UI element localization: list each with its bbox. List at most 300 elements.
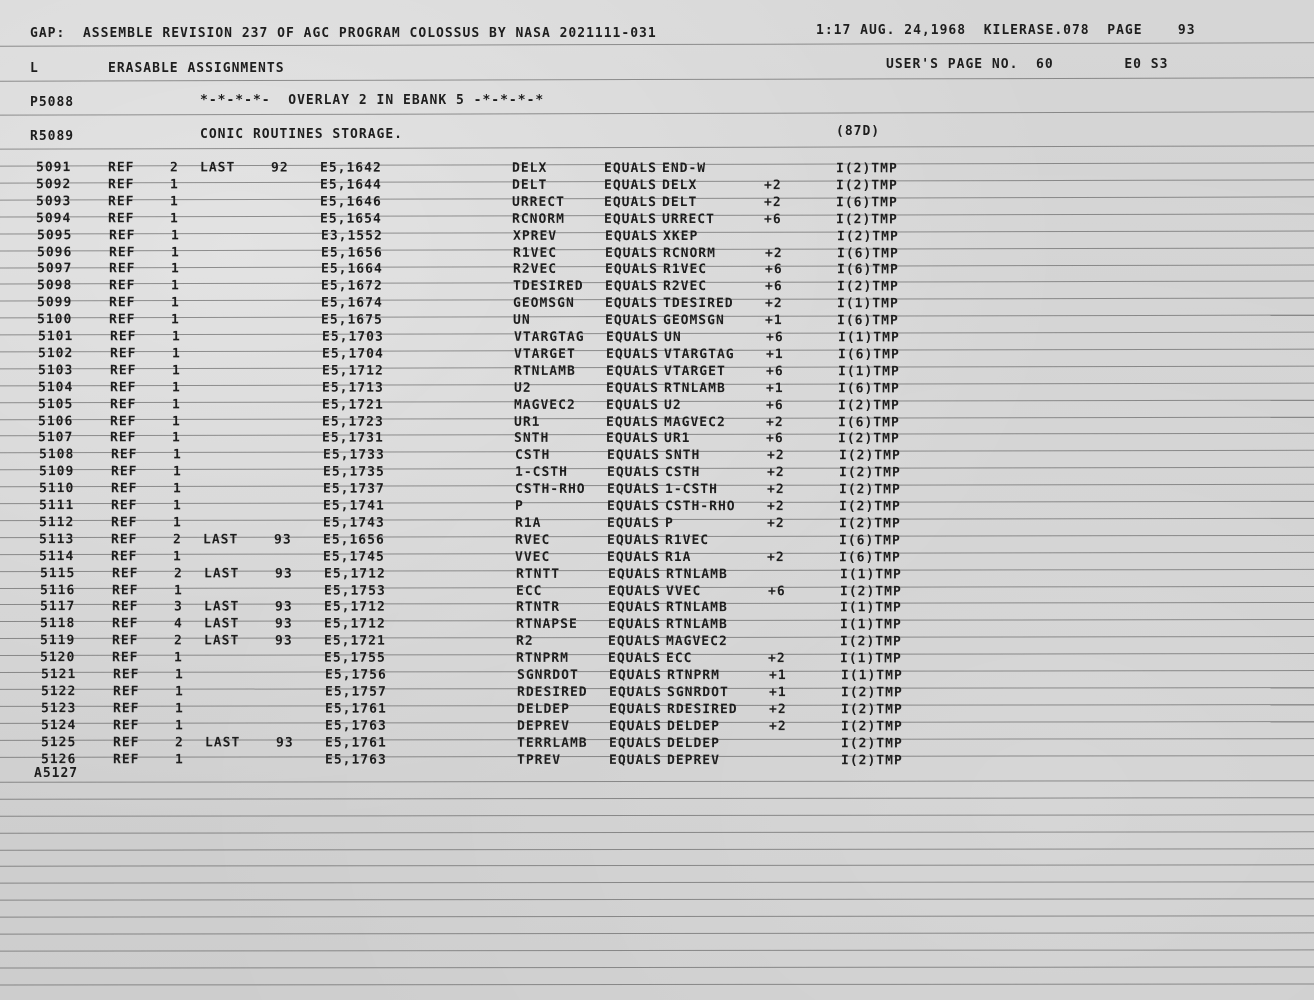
ref-keyword: REF xyxy=(107,177,135,193)
table-row xyxy=(0,565,1314,584)
ref-keyword: REF xyxy=(112,701,140,717)
table-row xyxy=(0,429,1314,448)
ref-keyword: REF xyxy=(111,633,139,649)
equals-target: END-W xyxy=(661,161,707,177)
rule-line xyxy=(0,864,1314,866)
rule-line xyxy=(0,814,1314,817)
address: E5,1642 xyxy=(319,160,382,176)
table-row xyxy=(0,514,1314,533)
ref-keyword: REF xyxy=(110,532,138,548)
table-row xyxy=(0,328,1314,347)
rule-line xyxy=(0,983,1314,985)
ref-count: 1 xyxy=(171,397,181,413)
equals-target: 1-CSTH xyxy=(664,482,718,498)
ref-count: 1 xyxy=(171,363,181,379)
ref-keyword: REF xyxy=(108,312,136,328)
equals-op: EQUALS xyxy=(605,430,659,447)
ref-keyword: REF xyxy=(109,397,137,413)
ref-keyword: REF xyxy=(111,566,139,582)
rule-line xyxy=(0,915,1314,917)
symbol-name: CSTH-RHO xyxy=(514,481,586,497)
offset: +1 xyxy=(768,685,787,701)
storage-type: I(2)TMP xyxy=(840,719,903,735)
header-section-title: ERASABLE ASSIGNMENTS xyxy=(108,61,285,76)
equals-op: EQUALS xyxy=(604,261,658,278)
section-line-number: P5088 xyxy=(30,95,75,110)
row-number: 5120 xyxy=(39,650,76,666)
ref-keyword: REF xyxy=(110,464,138,480)
row-number: 5116 xyxy=(39,583,76,599)
ref-keyword: REF xyxy=(107,194,135,210)
offset: +1 xyxy=(765,381,784,397)
ref-keyword: REF xyxy=(111,583,139,599)
offset: +2 xyxy=(766,550,785,566)
ref-count: 1 xyxy=(174,701,184,717)
symbol-name: ECC xyxy=(515,583,543,599)
table-row xyxy=(0,396,1314,415)
address: E5,1646 xyxy=(319,194,382,210)
equals-target: P xyxy=(664,516,674,532)
storage-type: I(1)TMP xyxy=(839,600,902,616)
offset: +6 xyxy=(765,364,784,380)
row-number: 5121 xyxy=(40,667,77,683)
last-page: 93 xyxy=(274,566,293,582)
equals-target: DELT xyxy=(661,195,698,211)
address: E5,1644 xyxy=(319,177,382,193)
ref-count: 4 xyxy=(173,616,183,632)
storage-type: I(2)TMP xyxy=(837,431,900,447)
row-number: 5095 xyxy=(36,228,73,244)
equals-op: EQUALS xyxy=(606,481,660,498)
storage-type: I(6)TMP xyxy=(835,195,898,211)
storage-type: I(1)TMP xyxy=(839,617,902,633)
address: E5,1712 xyxy=(323,566,386,582)
equals-target: DELDEP xyxy=(666,736,720,752)
ref-keyword: REF xyxy=(108,228,136,244)
address: E5,1753 xyxy=(323,583,386,599)
ref-keyword: REF xyxy=(109,363,137,379)
ref-keyword: REF xyxy=(111,616,139,632)
equals-target: RTNLAMB xyxy=(665,600,728,616)
equals-target: R2VEC xyxy=(662,279,708,295)
equals-op: EQUALS xyxy=(606,549,660,566)
address: E5,1763 xyxy=(324,718,387,734)
storage-type: I(1)TMP xyxy=(837,330,900,346)
storage-type: I(2)TMP xyxy=(840,702,903,718)
equals-op: EQUALS xyxy=(608,735,662,752)
row-number: 5104 xyxy=(37,380,74,396)
row-number: 5101 xyxy=(37,329,74,345)
symbol-name: P xyxy=(514,498,524,514)
table-row xyxy=(0,632,1314,651)
equals-target: RTNLAMB xyxy=(665,617,728,633)
equals-target: MAGVEC2 xyxy=(665,634,728,650)
symbol-name: GEOMSGN xyxy=(512,295,575,311)
row-number: 5110 xyxy=(38,481,75,497)
ref-count: 1 xyxy=(172,447,182,463)
ref-count: 1 xyxy=(170,295,180,311)
ref-count: 1 xyxy=(172,515,182,531)
row-number: 5123 xyxy=(40,701,77,717)
equals-target: ECC xyxy=(665,651,693,667)
ref-count: 1 xyxy=(174,684,184,700)
row-number: 5109 xyxy=(38,464,75,480)
row-number: 5091 xyxy=(35,160,72,176)
row-number: 5119 xyxy=(39,633,76,649)
offset: +6 xyxy=(763,212,782,228)
storage-type: I(2)TMP xyxy=(839,584,902,600)
storage-type: I(1)TMP xyxy=(839,567,902,583)
symbol-name: TPREV xyxy=(516,752,562,768)
ref-count: 2 xyxy=(173,566,183,582)
row-number: 5103 xyxy=(37,363,74,379)
address: E5,1664 xyxy=(320,261,383,277)
ref-count: 1 xyxy=(173,583,183,599)
table-row xyxy=(0,463,1314,482)
row-number: 5107 xyxy=(37,430,74,446)
address: E5,1656 xyxy=(322,532,385,548)
row-number: 5092 xyxy=(35,177,72,193)
equals-op: EQUALS xyxy=(605,329,659,346)
equals-target: DEPREV xyxy=(666,753,720,769)
storage-type: I(6)TMP xyxy=(836,313,899,329)
row-number: 5097 xyxy=(36,261,73,277)
symbol-name: RTNPRM xyxy=(515,650,569,666)
storage-type: I(2)TMP xyxy=(836,279,899,295)
address: E5,1761 xyxy=(324,735,387,751)
equals-target: UR1 xyxy=(663,431,691,447)
table-row xyxy=(0,734,1314,753)
last-keyword: LAST xyxy=(203,633,240,649)
address: E5,1755 xyxy=(323,650,386,666)
last-keyword: LAST xyxy=(204,735,241,751)
address: E5,1731 xyxy=(321,430,384,446)
offset: +6 xyxy=(765,431,784,447)
symbol-name: UN xyxy=(512,312,531,328)
table-row xyxy=(0,345,1314,364)
ref-keyword: REF xyxy=(110,515,138,531)
offset: +2 xyxy=(764,296,783,312)
equals-target: U2 xyxy=(663,398,682,414)
address: E5,1723 xyxy=(321,414,384,430)
header-listing-code: L xyxy=(30,61,39,76)
symbol-name: SGNRDOT xyxy=(516,667,579,683)
ref-keyword: REF xyxy=(110,498,138,514)
ref-keyword: REF xyxy=(111,650,139,666)
ref-count: 1 xyxy=(171,414,181,430)
address: E5,1735 xyxy=(322,464,385,480)
row-number: 5115 xyxy=(39,566,76,582)
storage-type: I(2)TMP xyxy=(838,465,901,481)
table-row xyxy=(0,649,1314,668)
equals-op: EQUALS xyxy=(604,312,658,329)
rule-line xyxy=(0,77,1314,81)
rule-line xyxy=(0,966,1314,968)
symbol-name: RTNAPSE xyxy=(515,616,578,632)
address: E3,1552 xyxy=(320,228,383,244)
rule-line xyxy=(0,780,1314,783)
ref-keyword: REF xyxy=(108,245,136,261)
storage-type: I(1)TMP xyxy=(836,296,899,312)
ref-keyword: REF xyxy=(107,211,135,227)
ref-count: 2 xyxy=(169,160,179,176)
storage-type: I(1)TMP xyxy=(840,668,903,684)
equals-target: VVEC xyxy=(665,584,702,600)
offset: +2 xyxy=(768,719,787,735)
symbol-name: UR1 xyxy=(513,414,541,430)
row-number: 5114 xyxy=(38,549,75,565)
rule-line xyxy=(0,898,1314,900)
storage-type: I(6)TMP xyxy=(836,246,899,262)
row-number: 5117 xyxy=(39,599,76,615)
equals-op: EQUALS xyxy=(604,295,658,312)
equals-op: EQUALS xyxy=(604,278,658,295)
storage-type: I(2)TMP xyxy=(835,178,898,194)
equals-target: DELX xyxy=(661,178,698,194)
offset: +1 xyxy=(768,668,787,684)
address: E5,1656 xyxy=(320,245,383,261)
rule-line xyxy=(0,42,1314,46)
table-row xyxy=(0,210,1314,229)
offset: +2 xyxy=(764,246,783,262)
address: E5,1763 xyxy=(324,752,387,768)
ref-keyword: REF xyxy=(112,718,140,734)
rule-line xyxy=(0,932,1314,934)
symbol-name: MAGVEC2 xyxy=(513,397,576,413)
equals-target: XKEP xyxy=(662,229,699,245)
row-number: 5105 xyxy=(37,397,74,413)
last-page: 93 xyxy=(274,599,293,615)
section-storage-text: CONIC ROUTINES STORAGE. xyxy=(200,127,404,142)
equals-op: EQUALS xyxy=(608,718,662,735)
ref-count: 1 xyxy=(171,346,181,362)
ref-keyword: REF xyxy=(110,549,138,565)
equals-target: TDESIRED xyxy=(662,296,734,312)
offset: +6 xyxy=(764,279,783,295)
table-row xyxy=(0,379,1314,398)
equals-target: DELDEP xyxy=(666,719,720,735)
equals-op: EQUALS xyxy=(605,380,659,397)
row-number: 5098 xyxy=(36,278,73,294)
equals-op: EQUALS xyxy=(607,599,661,616)
address: E5,1712 xyxy=(323,616,386,632)
equals-op: EQUALS xyxy=(603,211,657,227)
ref-count: 1 xyxy=(170,228,180,244)
equals-target: RTNLAMB xyxy=(665,567,728,583)
ref-keyword: REF xyxy=(109,346,137,362)
equals-op: EQUALS xyxy=(603,177,657,193)
storage-type: I(2)TMP xyxy=(838,516,901,532)
symbol-name: RTNTR xyxy=(515,599,561,615)
last-page: 93 xyxy=(275,735,294,751)
equals-target: MAGVEC2 xyxy=(663,415,726,431)
table-row xyxy=(0,159,1314,178)
row-number: 5112 xyxy=(38,515,75,531)
offset: +6 xyxy=(765,330,784,346)
ref-count: 3 xyxy=(173,599,183,615)
ref-count: 1 xyxy=(169,211,179,227)
row-number: 5094 xyxy=(35,211,72,227)
header-user-page: USER'S PAGE NO. 60 E0 S3 xyxy=(886,57,1169,72)
ref-keyword: REF xyxy=(108,278,136,294)
address: E5,1654 xyxy=(319,211,382,227)
equals-op: EQUALS xyxy=(607,566,661,583)
equals-target: VTARGET xyxy=(663,364,726,380)
offset: +2 xyxy=(768,702,787,718)
equals-target: RTNPRM xyxy=(666,668,720,684)
offset: +6 xyxy=(765,398,784,414)
last-keyword: LAST xyxy=(202,532,239,548)
equals-target: SNTH xyxy=(664,448,701,464)
address: E5,1737 xyxy=(322,481,385,497)
rule-line xyxy=(0,145,1314,149)
ref-count: 2 xyxy=(174,735,184,751)
table-row xyxy=(0,446,1314,465)
table-row xyxy=(0,294,1314,313)
ref-count: 2 xyxy=(172,532,182,548)
table-row xyxy=(0,227,1314,246)
row-number: 5102 xyxy=(37,346,74,362)
equals-op: EQUALS xyxy=(604,245,658,262)
row-number: 5122 xyxy=(40,684,77,700)
equals-target: RDESIRED xyxy=(666,702,738,718)
offset: +1 xyxy=(764,313,783,329)
storage-type: I(1)TMP xyxy=(837,364,900,380)
table-row xyxy=(0,497,1314,516)
address: E5,1733 xyxy=(322,447,385,463)
equals-op: EQUALS xyxy=(607,616,661,633)
ref-count: 1 xyxy=(169,177,179,193)
storage-type: I(2)TMP xyxy=(840,685,903,701)
ref-count: 1 xyxy=(174,718,184,734)
symbol-name: DELT xyxy=(511,177,548,193)
ref-count: 1 xyxy=(170,261,180,277)
table-row xyxy=(0,260,1314,279)
ref-count: 1 xyxy=(171,329,181,345)
table-row xyxy=(0,311,1314,330)
ref-keyword: REF xyxy=(107,160,135,176)
equals-op: EQUALS xyxy=(605,363,659,380)
address: E5,1712 xyxy=(323,599,386,615)
symbol-name: XPREV xyxy=(512,228,558,244)
table-row xyxy=(0,683,1314,702)
symbol-name: R2VEC xyxy=(512,261,558,277)
address: E5,1712 xyxy=(321,363,384,379)
storage-type: I(1)TMP xyxy=(839,651,902,667)
row-number: 5099 xyxy=(36,295,73,311)
equals-op: EQUALS xyxy=(608,667,662,684)
rule-line xyxy=(0,848,1314,850)
offset: +2 xyxy=(763,178,782,194)
table-row xyxy=(0,615,1314,634)
equals-target: CSTH-RHO xyxy=(664,499,736,515)
ref-keyword: REF xyxy=(108,295,136,311)
equals-target: SGNRDOT xyxy=(666,685,729,701)
table-row xyxy=(0,751,1314,770)
ref-keyword: REF xyxy=(110,481,138,497)
address: E5,1741 xyxy=(322,498,385,514)
equals-op: EQUALS xyxy=(605,414,659,431)
offset: +2 xyxy=(766,482,785,498)
symbol-name: VTARGTAG xyxy=(513,329,585,345)
equals-target: R1VEC xyxy=(662,262,708,278)
symbol-name: U2 xyxy=(513,380,532,396)
section-line-number: R5089 xyxy=(30,129,75,144)
equals-op: EQUALS xyxy=(606,498,660,515)
rule-line xyxy=(0,797,1314,800)
equals-target: URRECT xyxy=(661,212,715,228)
rule-line xyxy=(0,949,1314,951)
ref-count: 1 xyxy=(174,667,184,683)
ref-count: 1 xyxy=(170,312,180,328)
row-number: 5118 xyxy=(39,616,76,632)
offset: +2 xyxy=(763,195,782,211)
address: E5,1756 xyxy=(324,667,387,683)
offset: +2 xyxy=(766,465,785,481)
equals-op: EQUALS xyxy=(604,228,658,245)
offset: +6 xyxy=(764,262,783,278)
address: E5,1675 xyxy=(320,312,383,328)
equals-op: EQUALS xyxy=(603,194,657,210)
offset: +6 xyxy=(767,584,786,600)
storage-type: I(6)TMP xyxy=(837,347,900,363)
storage-type: I(6)TMP xyxy=(837,381,900,397)
offset: +2 xyxy=(766,516,785,532)
section-storage-extra: (87D) xyxy=(836,124,881,139)
ref-count: 1 xyxy=(172,549,182,565)
end-line-number: A5127 xyxy=(34,766,79,781)
offset: +2 xyxy=(767,651,786,667)
table-row xyxy=(0,362,1314,381)
header-assembly-line: GAP: ASSEMBLE REVISION 237 OF AGC PROGRAM COLOSSUS BY NASA 2021111-031 xyxy=(30,26,657,41)
address: E5,1745 xyxy=(322,549,385,565)
address: E5,1672 xyxy=(320,278,383,294)
last-page: 93 xyxy=(273,532,292,548)
storage-type: I(2)TMP xyxy=(839,634,902,650)
equals-target: R1A xyxy=(664,550,692,566)
address: E5,1743 xyxy=(322,515,385,531)
equals-op: EQUALS xyxy=(608,701,662,718)
table-row xyxy=(0,700,1314,719)
ref-keyword: REF xyxy=(108,261,136,277)
symbol-name: R2 xyxy=(515,633,534,649)
ref-keyword: REF xyxy=(109,380,137,396)
address: E5,1761 xyxy=(324,701,387,717)
symbol-name: RTNLAMB xyxy=(513,363,576,379)
row-number: 5106 xyxy=(37,414,74,430)
ref-keyword: REF xyxy=(109,329,137,345)
equals-op: EQUALS xyxy=(607,583,661,600)
last-keyword: LAST xyxy=(203,566,240,582)
equals-target: CSTH xyxy=(664,465,701,481)
storage-type: I(2)TMP xyxy=(840,736,903,752)
equals-op: EQUALS xyxy=(606,464,660,481)
row-number: 5093 xyxy=(35,194,72,210)
row-number: 5108 xyxy=(38,447,75,463)
row-number: 5124 xyxy=(40,718,77,734)
ref-count: 1 xyxy=(172,498,182,514)
last-keyword: LAST xyxy=(199,160,236,176)
address: E5,1757 xyxy=(324,684,387,700)
ref-count: 1 xyxy=(170,245,180,261)
table-row xyxy=(0,548,1314,567)
rule-line xyxy=(0,831,1314,833)
row-number: 5125 xyxy=(40,735,77,751)
symbol-name: 1-CSTH xyxy=(514,464,568,480)
ref-count: 1 xyxy=(174,752,184,768)
table-row xyxy=(0,480,1314,499)
address: E5,1721 xyxy=(321,397,384,413)
